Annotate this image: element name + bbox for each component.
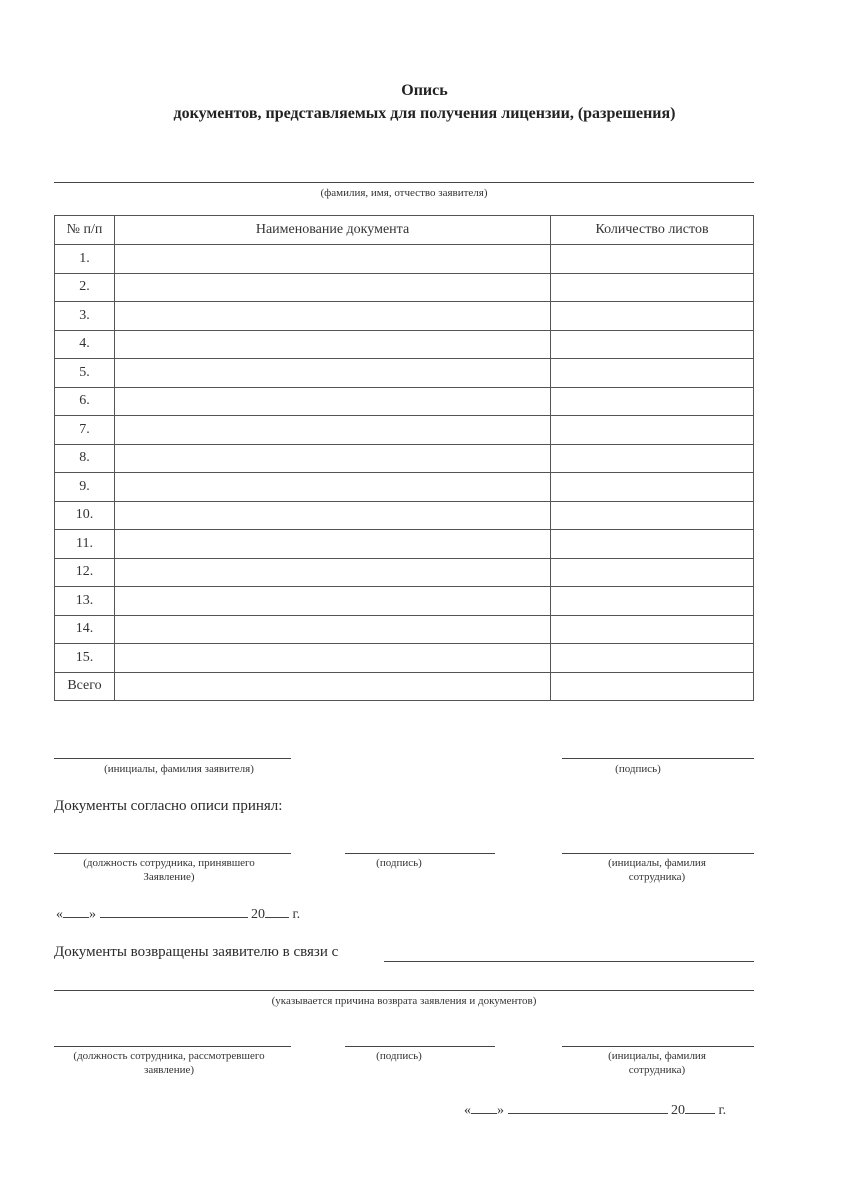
date-year-suffix: г. <box>718 1103 727 1118</box>
date-open-quote: « <box>464 1103 471 1118</box>
table-row <box>55 444 754 473</box>
row-number: 9. <box>55 473 115 502</box>
table-row <box>55 644 754 673</box>
returned-position-field[interactable] <box>54 1046 291 1047</box>
applicant-signature-caption: (подпись) <box>615 763 661 775</box>
date-close-quote: » <box>89 907 96 922</box>
accepted-initials-caption-line1: (инициалы, фамилия <box>608 857 706 869</box>
returned-day-field[interactable] <box>471 1101 497 1114</box>
accepted-year-field[interactable] <box>265 905 289 918</box>
returned-heading: Документы возвращены заявителю в связи с <box>54 944 339 960</box>
row-sheet-count-cell[interactable] <box>551 558 754 587</box>
table-row <box>55 245 754 274</box>
applicant-name-caption: (фамилия, имя, отчество заявителя) <box>320 187 488 199</box>
returned-reason-caption: (указывается причина возврата заявления и документов) <box>271 995 537 1007</box>
returned-position-caption-line2: заявление) <box>143 1064 195 1076</box>
row-number: 7. <box>55 416 115 445</box>
column-header-sheet-count: Количество листов <box>551 216 754 245</box>
document-title: Опись <box>401 82 448 99</box>
accepted-heading: Документы согласно описи принял: <box>54 798 283 814</box>
accepted-initials-caption <box>562 856 752 884</box>
accepted-day-field[interactable] <box>63 905 89 918</box>
row-document-name-cell[interactable] <box>115 444 551 473</box>
row-number: 8. <box>55 444 115 473</box>
total-name-cell[interactable] <box>115 672 551 701</box>
date-year-suffix: г. <box>292 907 301 922</box>
returned-reason-field-1[interactable] <box>384 961 754 962</box>
table-row <box>55 416 754 445</box>
row-number: 1. <box>55 245 115 274</box>
row-document-name-cell[interactable] <box>115 473 551 502</box>
returned-month-field[interactable] <box>508 1101 668 1114</box>
row-number: 15. <box>55 644 115 673</box>
table-row <box>55 473 754 502</box>
row-sheet-count-cell[interactable] <box>551 473 754 502</box>
row-sheet-count-cell[interactable] <box>551 302 754 331</box>
row-sheet-count-cell[interactable] <box>551 245 754 274</box>
row-number: 2. <box>55 273 115 302</box>
row-number: 3. <box>55 302 115 331</box>
accepted-date <box>56 905 300 923</box>
row-sheet-count-cell[interactable] <box>551 530 754 559</box>
table-row <box>55 501 754 530</box>
row-sheet-count-cell[interactable] <box>551 444 754 473</box>
row-document-name-cell[interactable] <box>115 302 551 331</box>
row-sheet-count-cell[interactable] <box>551 644 754 673</box>
inventory-table <box>54 215 754 701</box>
row-number: 12. <box>55 558 115 587</box>
row-number: 5. <box>55 359 115 388</box>
returned-year-field[interactable] <box>685 1101 715 1114</box>
accepted-signature-field[interactable] <box>345 853 495 854</box>
accepted-position-caption-line2: Заявление) <box>143 871 195 883</box>
date-open-quote: « <box>56 907 63 922</box>
row-document-name-cell[interactable] <box>115 558 551 587</box>
row-sheet-count-cell[interactable] <box>551 416 754 445</box>
row-number: 4. <box>55 330 115 359</box>
row-document-name-cell[interactable] <box>115 587 551 616</box>
accepted-initials-caption-line2: сотрудника) <box>628 871 686 883</box>
row-document-name-cell[interactable] <box>115 387 551 416</box>
applicant-initials-field[interactable] <box>54 758 291 759</box>
date-year-prefix: 20 <box>671 1103 685 1118</box>
row-number: 14. <box>55 615 115 644</box>
table-row <box>55 558 754 587</box>
table-row <box>55 359 754 388</box>
row-number: 10. <box>55 501 115 530</box>
table-row <box>55 587 754 616</box>
table-header-row <box>55 216 754 245</box>
applicant-initials-caption: (инициалы, фамилия заявителя) <box>104 763 254 775</box>
returned-signature-caption: (подпись) <box>376 1050 422 1062</box>
row-document-name-cell[interactable] <box>115 615 551 644</box>
returned-date <box>464 1101 726 1119</box>
document-subtitle: документов, представляемых для получения лицензии, (разрешения) <box>173 105 676 122</box>
row-sheet-count-cell[interactable] <box>551 359 754 388</box>
row-document-name-cell[interactable] <box>115 501 551 530</box>
row-number: 6. <box>55 387 115 416</box>
accepted-month-field[interactable] <box>100 905 248 918</box>
table-row <box>55 615 754 644</box>
table-row <box>55 530 754 559</box>
total-label: Всего <box>55 672 115 701</box>
row-sheet-count-cell[interactable] <box>551 501 754 530</box>
row-sheet-count-cell[interactable] <box>551 273 754 302</box>
returned-initials-caption-line2: сотрудника) <box>628 1064 686 1076</box>
date-close-quote: » <box>497 1103 504 1118</box>
row-number: 13. <box>55 587 115 616</box>
row-document-name-cell[interactable] <box>115 273 551 302</box>
total-sheets-cell[interactable] <box>551 672 754 701</box>
row-sheet-count-cell[interactable] <box>551 615 754 644</box>
column-header-document-name: Наименование документа <box>115 216 551 245</box>
returned-reason-field-2[interactable] <box>54 990 754 991</box>
applicant-name-field[interactable] <box>54 182 754 183</box>
returned-position-caption <box>54 1049 284 1077</box>
applicant-signature-field[interactable] <box>562 758 754 759</box>
table-row <box>55 302 754 331</box>
accepted-position-field[interactable] <box>54 853 291 854</box>
column-header-number: № п/п <box>55 216 115 245</box>
row-document-name-cell[interactable] <box>115 359 551 388</box>
accepted-position-caption <box>54 856 284 884</box>
row-document-name-cell[interactable] <box>115 330 551 359</box>
returned-initials-caption-line1: (инициалы, фамилия <box>608 1050 706 1062</box>
row-number: 11. <box>55 530 115 559</box>
returned-position-caption-line1: (должность сотрудника, рассмотревшего <box>73 1050 265 1062</box>
table-row <box>55 330 754 359</box>
row-document-name-cell[interactable] <box>115 245 551 274</box>
accepted-initials-field[interactable] <box>562 853 754 854</box>
row-sheet-count-cell[interactable] <box>551 330 754 359</box>
returned-initials-caption <box>562 1049 752 1077</box>
accepted-position-caption-line1: (должность сотрудника, принявшего <box>83 857 255 869</box>
table-total-row <box>55 672 754 701</box>
row-document-name-cell[interactable] <box>115 416 551 445</box>
date-year-prefix: 20 <box>251 907 265 922</box>
row-document-name-cell[interactable] <box>115 644 551 673</box>
table-row <box>55 273 754 302</box>
row-sheet-count-cell[interactable] <box>551 387 754 416</box>
returned-signature-field[interactable] <box>345 1046 495 1047</box>
returned-initials-field[interactable] <box>562 1046 754 1047</box>
table-row <box>55 387 754 416</box>
accepted-signature-caption: (подпись) <box>376 857 422 869</box>
row-document-name-cell[interactable] <box>115 530 551 559</box>
row-sheet-count-cell[interactable] <box>551 587 754 616</box>
